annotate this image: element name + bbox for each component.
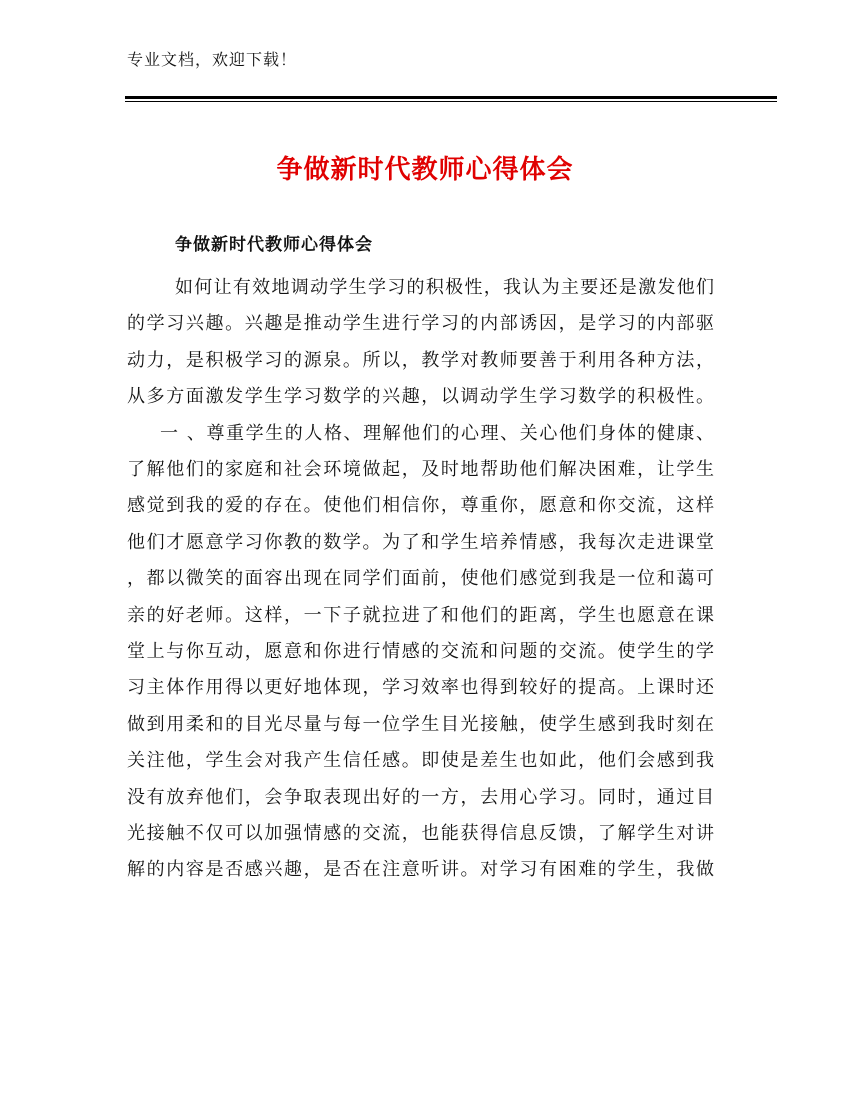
body-line: 动力，是积极学习的源泉。所以，教学对教师要善于利用各种方法， [127, 349, 714, 371]
body-line: 他们才愿意学习你教的数学。为了和学生培养情感，我每次走进课堂 [127, 531, 714, 553]
body-line: 从多方面激发学生学习数学的兴趣，以调动学生学习数学的积极性。 [127, 386, 714, 408]
body-line: 堂上与你互动，愿意和你进行情感的交流和问题的交流。使学生的学 [127, 641, 714, 662]
header-text: 专业文档，欢迎下载！ [127, 50, 298, 69]
document-title: 争做新时代教师心得体会 [276, 155, 574, 185]
body-line: 关注他，学生会对我产生信任感。即使是差生也如此，他们会感到我 [127, 750, 714, 772]
header-rule-thin [125, 101, 777, 102]
body-line: 亲的好老师。这样，一下子就拉进了和他们的距离，学生也愿意在课 [127, 604, 714, 626]
body-line: 感觉到我的爱的存在。使他们相信你，尊重你，愿意和你交流，这样 [127, 495, 714, 517]
body-line: 解的内容是否感兴趣，是否在注意听讲。对学习有困难的学生，我做 [127, 859, 714, 881]
body-line: 的学习兴趣。兴趣是推动学生进行学习的内部诱因，是学习的内部驱 [127, 313, 714, 335]
body-line: ，都以微笑的面容出现在同学们面前，使他们感觉到我是一位和蔼可 [127, 568, 714, 590]
body-line: 光接触不仅可以加强情感的交流，也能获得信息反馈，了解学生对讲 [127, 823, 714, 844]
body-line: 一 、尊重学生的人格、理解他们的心理、关心他们身体的健康、 [160, 422, 714, 444]
header-rule-thick [125, 96, 777, 99]
body-line: 了解他们的家庭和社会环境做起，及时地帮助他们解决困难，让学生 [127, 459, 714, 480]
body-line: 如何让有效地调动学生学习的积极性，我认为主要还是激发他们 [175, 277, 714, 298]
document-subtitle: 争做新时代教师心得体会 [175, 235, 373, 255]
body-line: 没有放弃他们，会争取表现出好的一方，去用心学习。同时，通过目 [127, 786, 714, 808]
body-line: 习主体作用得以更好地体现，学习效率也得到较好的提高。上课时还 [127, 677, 714, 699]
body-line: 做到用柔和的目光尽量与每一位学生目光接触，使学生感到我时刻在 [127, 713, 714, 735]
